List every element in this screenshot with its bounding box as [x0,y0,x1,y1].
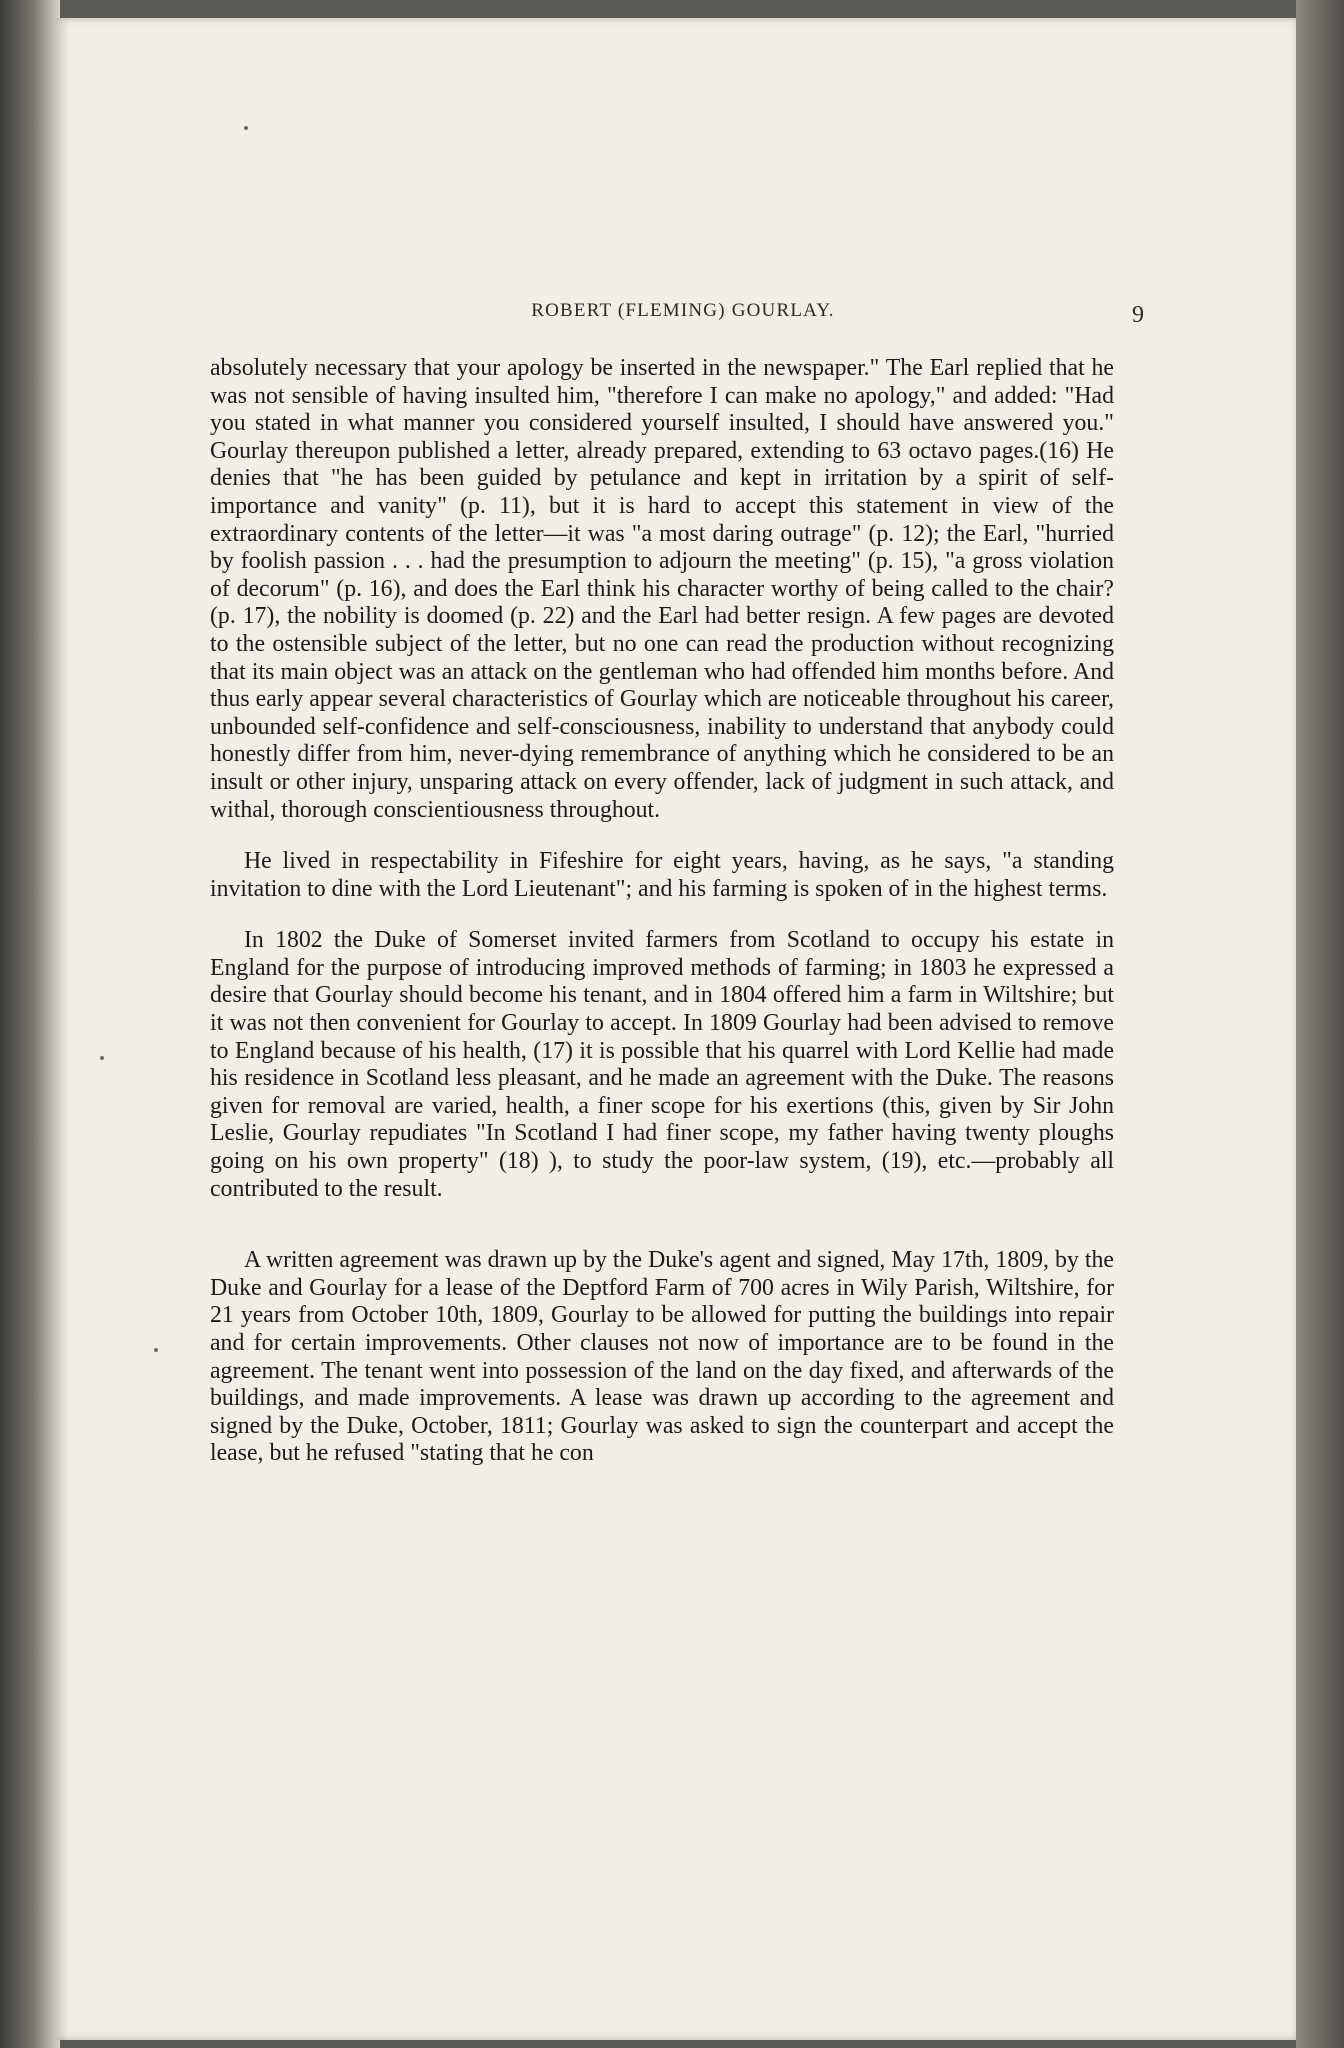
paragraph-fifeshire: He lived in respectability in Fifeshire for eight years, having, as he says, "a standing invitation to dine with the Lord Lieutenant"; and his farming is spoken of in the highest terms. [210,848,1114,902]
page-edge-shadow [1296,0,1344,2048]
paragraph-continuation: absolutely necessary that your apology be inserted in the newspaper." The Earl replied that he was not sensible of having insulted him, "therefore I can make no apology," and added: "Had you stated in what manner you considered yourself insulted, I should have answered you." Gourlay thereupon published a letter, already prepared, extending to 63 octavo pages.(16) He denies that "he has been guided by petulance and kept in irritation by a spirit of self-importance and vanity" (p. 11), but it is hard to accept this statement in view of the extraordinary contents of the letter—it was "a most daring outrage" (p. 12); the Earl, "hurried by foolish passion . . . had the presumption to adjourn the meeting" (p. 15), "a gross violation of decorum" (p. 16), and does the Earl think his character worthy of being called to the chair? (p. 17), the nobility is doomed (p. 22) and the Earl had better resign. A few pages are devoted to the ostensible subject of the letter, but no one can read the production without recognizing that its main object was an attack on the gentleman who had offended him months before. And thus early appear several characteristics of Gourlay which are noticeable throughout his career, unbounded self-confidence and self-consciousness, inability to understand that anybody could honestly differ from him, never-dying remembrance of anything which he considered to be an insult or other injury, unsparing attack on every offender, lack of judgment in such attack, and withal, thorough conscientiousness throughout. [210,355,1114,823]
page-number: 9 [1132,302,1144,328]
paragraph-written-agreement: A written agreement was drawn up by the Duke's agent and signed, May 17th, 1809, by the Duke and Gourlay for a lease of the Deptford Farm of 700 acres in Wily Parish, Wiltshire, for 21 years from October 10th, 1809, Gourlay to be allowed for putting the buildings into repair and for certain improvements. Other clauses not now of importance are to be found in the agreement. The tenant went into possession of the land on the day fixed, and afterwards of the buildings, and made improvements. A lease was drawn up according to the agreement and signed by the Duke, October, 1811; Gourlay was asked to sign the counterpart and accept the lease, but he refused "stating that he con [210,1247,1114,1467]
page-header [222,300,1144,336]
book-spine-shadow [0,0,60,2048]
running-head: ROBERT (FLEMING) GOURLAY. [531,300,835,321]
paragraph-duke-of-somerset: In 1802 the Duke of Somerset invited farmers from Scotland to occupy his estate in England for the purpose of introducing improved methods of farming; in 1803 he expressed a desire that Gourlay should become his tenant, and in 1804 offered him a farm in Wiltshire; but it was not then convenient for Gourlay to accept. In 1809 Gourlay had been advised to remove to England because of his health, (17) it is possible that his quarrel with Lord Kellie had made his residence in Scotland less pleasant, and he made an agreement with the Duke. The reasons given for removal are varied, health, a finer scope for his exertions (this, given by Sir John Leslie, Gourlay repudiates "In Scotland I had finer scope, my father having twenty ploughs going on his own property" (18) ), to study the poor-law system, (19), etc.—probably all contributed to the result. [210,927,1114,1202]
speck-mark [244,126,248,130]
speck-mark [154,1348,158,1352]
speck-mark [100,1056,104,1060]
body-text [210,355,1114,1468]
